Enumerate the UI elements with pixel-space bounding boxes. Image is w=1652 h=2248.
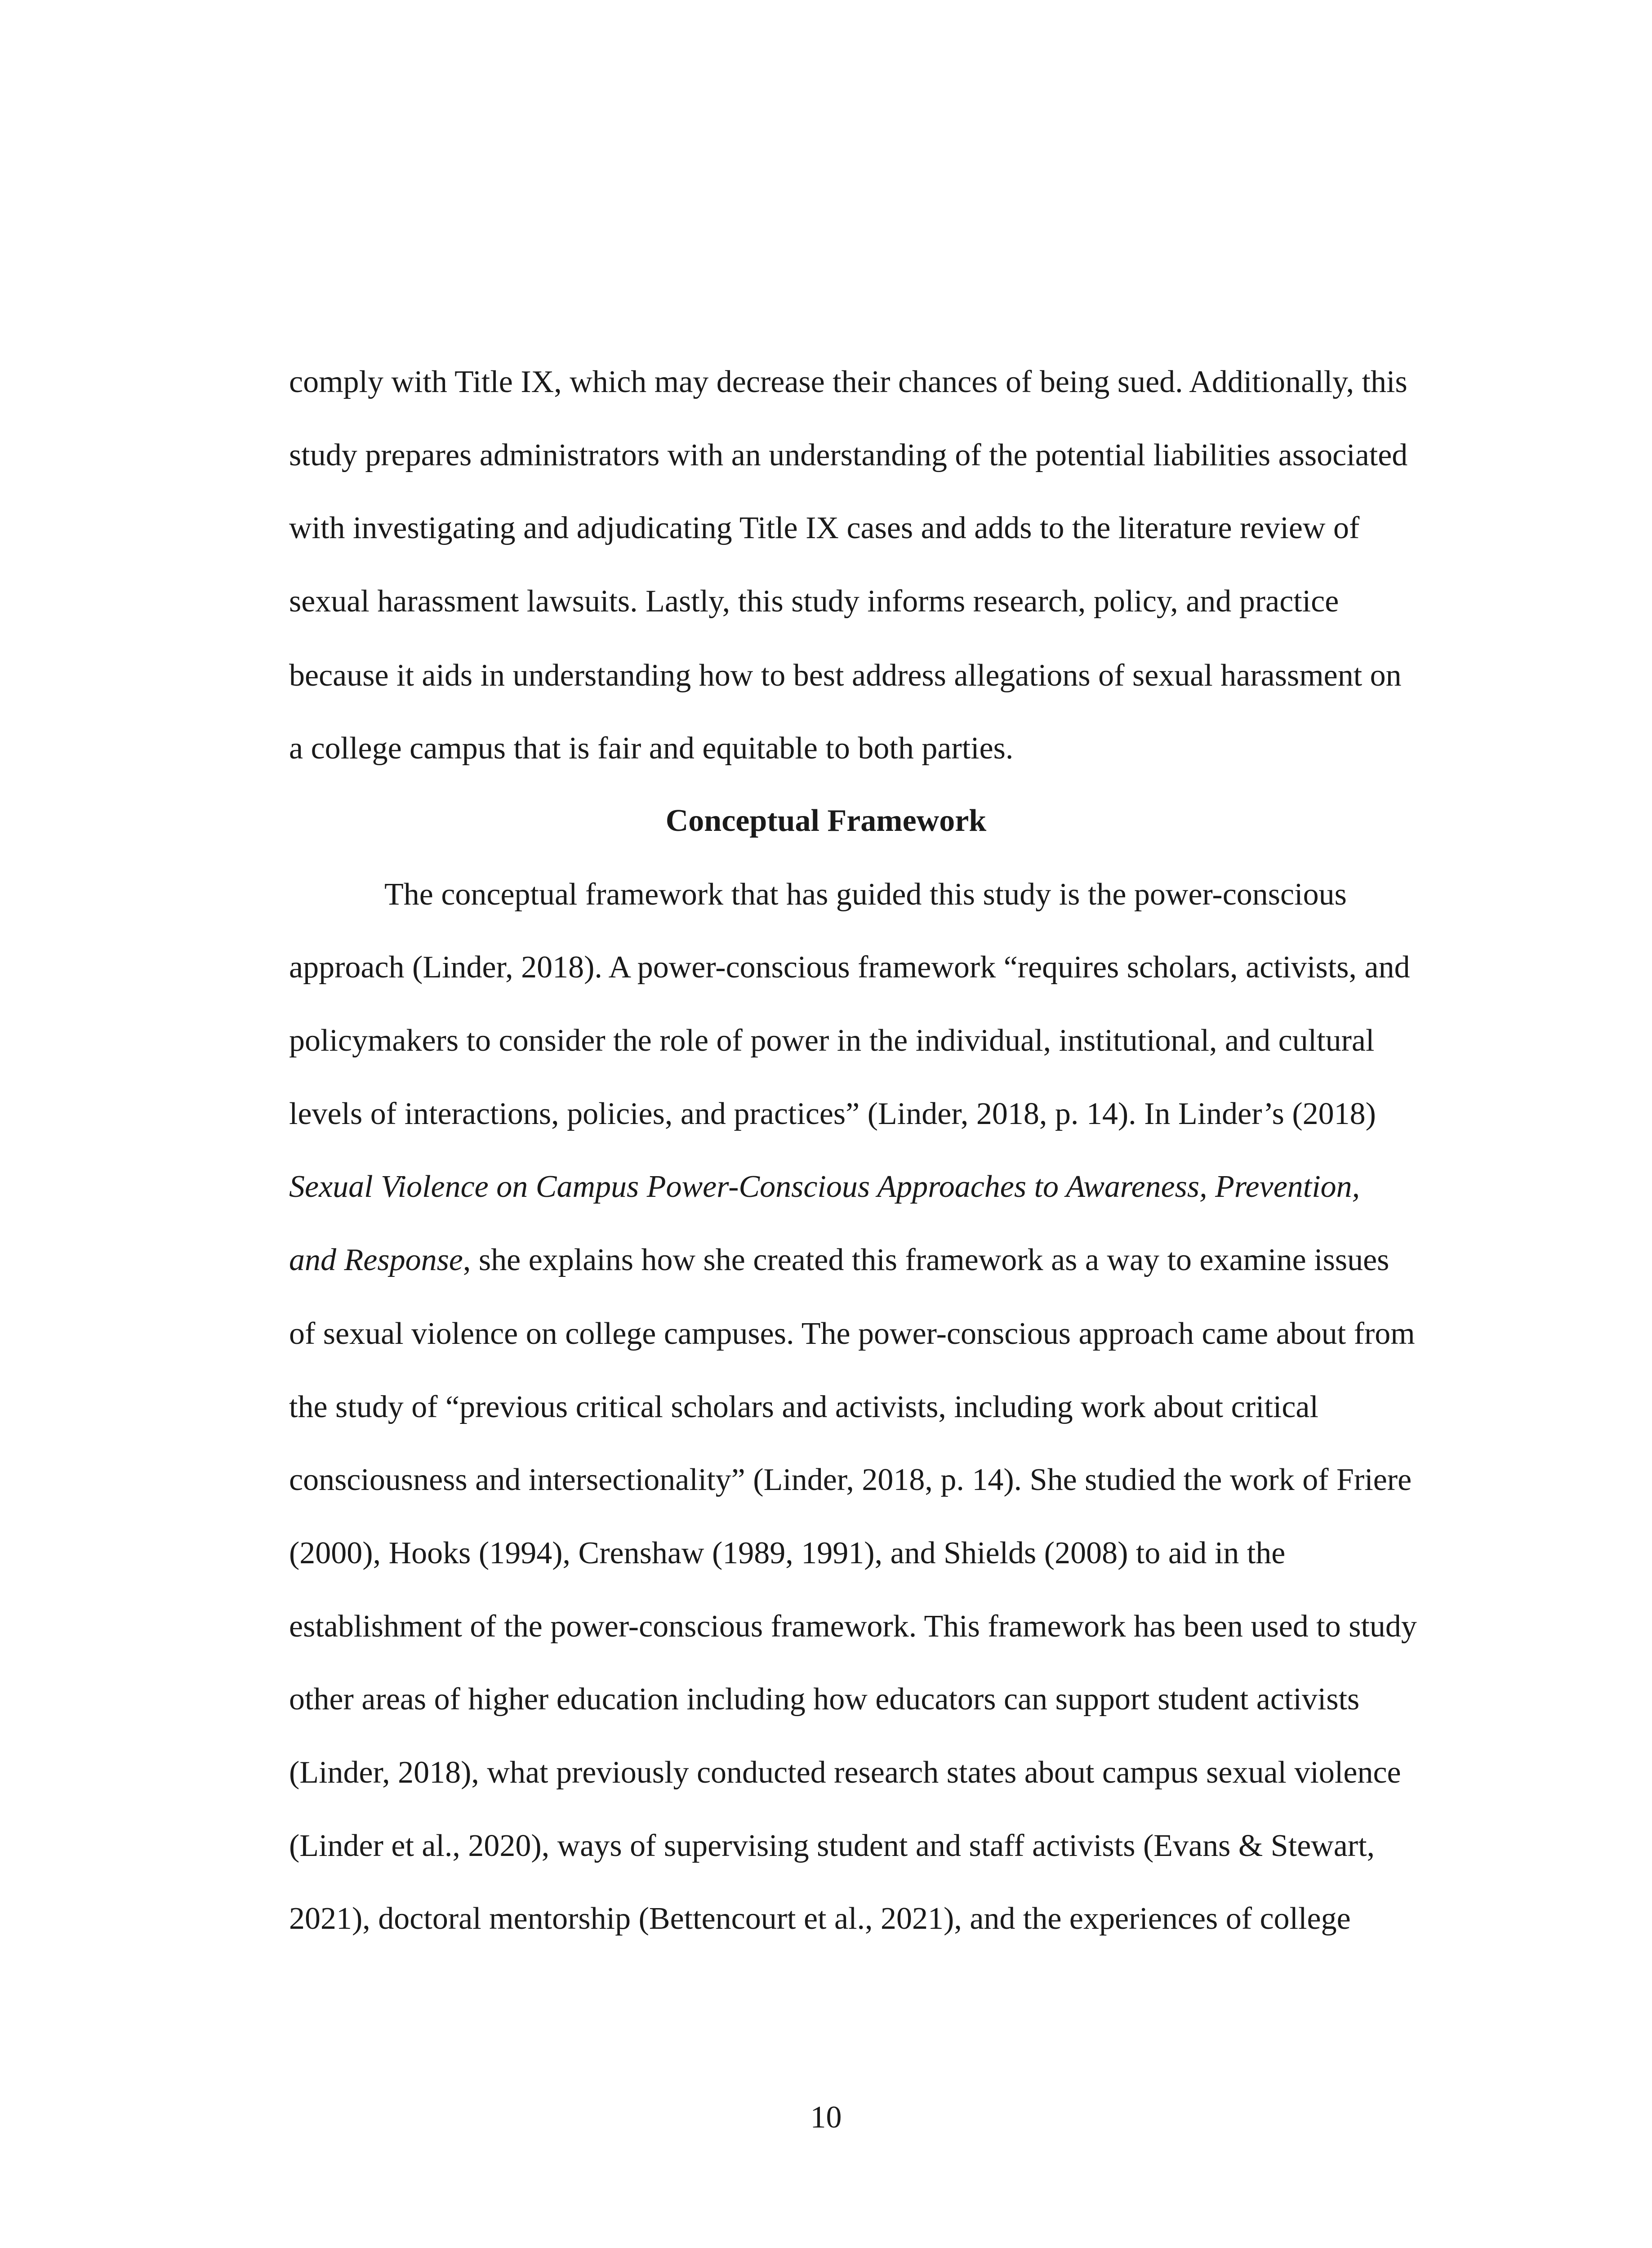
paragraph-line: because it aids in understanding how to best address allegations of sexual harassment on: [289, 658, 1402, 693]
paragraph-line: establishment of the power-conscious framework. This framework has been used to study: [289, 1609, 1417, 1644]
book-title-part1: Sexual Violence on Campus Power-Conscious Approaches to Awareness, Prevention,: [289, 1169, 1360, 1204]
paragraph-line: other areas of higher education including how educators can support student activists: [289, 1682, 1360, 1717]
paragraph-line: comply with Title IX, which may decrease their chances of being sued. Additionally, this: [289, 365, 1407, 399]
paragraph-line: [289, 1244, 1389, 1276]
paragraph-line: levels of interactions, policies, and practices” (Linder, 2018, p. 14). In Linder’s (2018): [289, 1097, 1376, 1131]
paragraph-line: consciousness and intersectionality” (Linder, 2018, p. 14). She studied the work of Friere: [289, 1463, 1412, 1497]
paragraph-line: (Linder et al., 2020), ways of supervising student and staff activists (Evans & Stewart,: [289, 1829, 1375, 1863]
paragraph-line: (2000), Hooks (1994), Crenshaw (1989, 1991), and Shields (2008) to aid in the: [289, 1536, 1286, 1570]
paragraph-line: 2021), doctoral mentorship (Bettencourt et al., 2021), and the experiences of college: [289, 1901, 1351, 1936]
section-heading: Conceptual Framework: [665, 803, 987, 838]
paragraph-line: (Linder, 2018), what previously conducted research states about campus sexual violence: [289, 1755, 1401, 1790]
line-text: , she explains how she created this framework as a way to examine issues: [463, 1243, 1389, 1277]
paragraph-line: policymakers to consider the role of power in the individual, institutional, and cultural: [289, 1023, 1375, 1058]
paragraph-line: of sexual violence on college campuses. The power-conscious approach came about from: [289, 1316, 1415, 1351]
paragraph-line: The conceptual framework that has guided this study is the power-conscious: [384, 877, 1347, 912]
page-number: 10: [810, 2100, 842, 2135]
paragraph-line: a college campus that is fair and equitable to both parties.: [289, 731, 1014, 766]
paragraph-line: sexual harassment lawsuits. Lastly, this study informs research, policy, and practice: [289, 584, 1339, 619]
paragraph-line: with investigating and adjudicating Title IX cases and adds to the literature review of: [289, 511, 1360, 545]
paragraph-line-italic: [289, 1171, 1360, 1203]
paragraph-line: approach (Linder, 2018). A power-conscious framework “requires scholars, activists, and: [289, 950, 1410, 985]
book-title-part2: and Response: [289, 1243, 463, 1277]
paragraph-line: study prepares administrators with an understanding of the potential liabilities associated: [289, 438, 1408, 473]
paragraph-line: the study of “previous critical scholars and activists, including work about critical: [289, 1390, 1318, 1424]
